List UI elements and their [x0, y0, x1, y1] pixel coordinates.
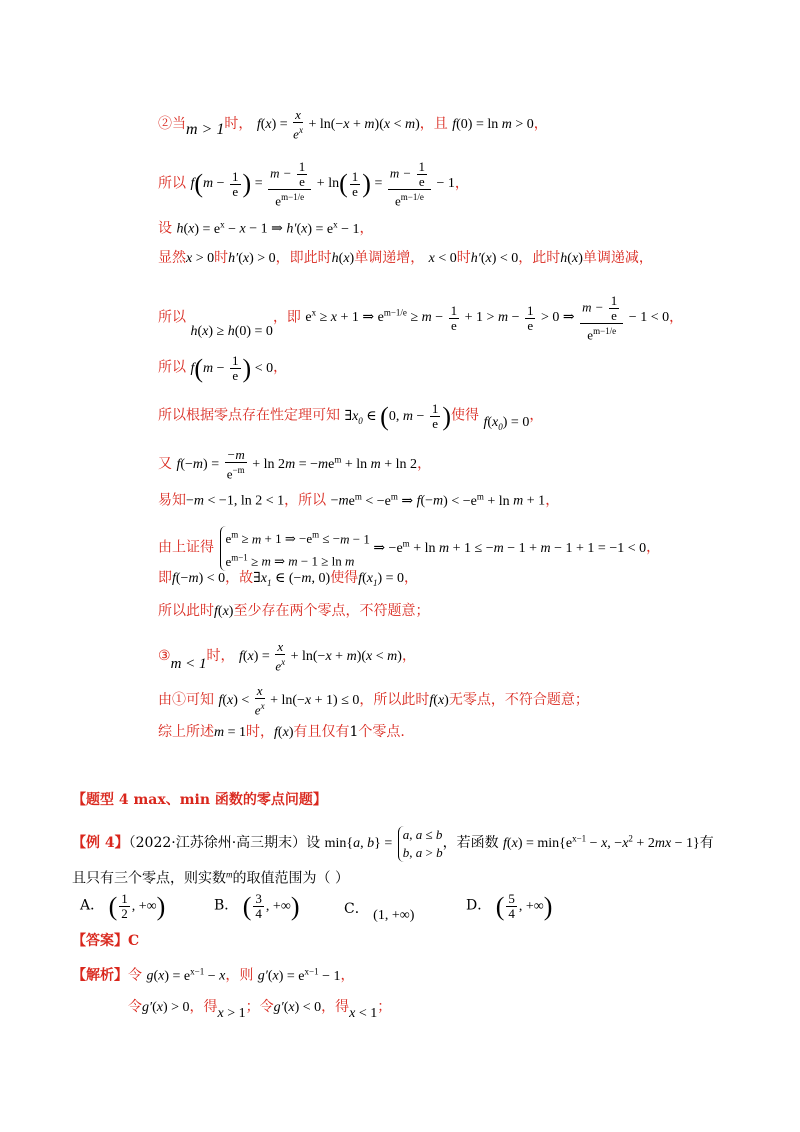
formula: f(x): [429, 692, 449, 708]
formula: h(x): [560, 251, 583, 266]
text: 所以根据零点存在性定理可知: [158, 407, 340, 424]
solution-line-6: [158, 354, 287, 383]
formula: x > 0: [186, 251, 215, 266]
text: 使得: [330, 570, 359, 586]
answer-value: C: [128, 933, 140, 949]
text: 又: [158, 455, 172, 472]
text: 至少存在两个零点，不符题意；: [233, 603, 430, 619]
text: ②当: [158, 115, 186, 132]
formula: min{a, b} = a, a ≤ b b, a > b: [324, 827, 443, 860]
text: ，: [454, 175, 469, 192]
text: 所以: [158, 359, 186, 376]
text: 时: [456, 250, 471, 266]
text: 单调递减，: [582, 250, 653, 266]
answer-line: [72, 931, 139, 951]
analysis-tag: 【解析】: [72, 967, 128, 984]
text: ，: [669, 309, 684, 326]
solution-line-9: [158, 486, 559, 512]
formula: $g(x) = e^{x-1} - x$: [146, 966, 226, 984]
text: ，此时: [518, 250, 561, 266]
solution-line-8: [158, 448, 431, 481]
text: 易知: [158, 492, 186, 509]
formula: h′(x) < 0: [470, 251, 519, 266]
solution-line-4: [158, 248, 653, 269]
text: ，即此时: [275, 250, 332, 266]
formula: x < 0: [428, 251, 457, 266]
formula: ( $\frac{1}{2}$ , +∞): [108, 891, 166, 921]
formula: ( $\frac{3}{4}$ , +∞): [242, 891, 300, 921]
text: ③: [158, 647, 171, 664]
text: ，: [401, 647, 416, 664]
analysis-line-2: [128, 997, 392, 1021]
formula: $f(x_1) = 0$: [358, 571, 405, 588]
formula: (1, +∞): [373, 908, 415, 923]
variable: m: [226, 869, 233, 879]
text: 无零点，不符合题意；: [448, 691, 589, 708]
solution-line-3: [158, 214, 374, 240]
formula: x > 1: [217, 1006, 246, 1021]
formula: f(x): [274, 725, 294, 740]
formula: h(x): [331, 251, 355, 266]
text: 综上所述: [158, 724, 214, 740]
formula: x < 1: [349, 1006, 378, 1021]
formula: ( $\frac{5}{4}$ , +∞): [495, 891, 553, 921]
text: 显然: [158, 250, 186, 266]
text: 时，: [224, 115, 253, 132]
option-d[interactable]: [466, 892, 552, 921]
solution-line-5: [158, 294, 683, 342]
option-label: C．: [344, 901, 369, 917]
text: ；: [377, 999, 392, 1015]
example-line-1: [72, 826, 714, 862]
text: 单调递增，: [354, 250, 425, 266]
formula: $f(x) = \min\{e^{x-1} - x$, $-x^2 + 2mx - 1$}: [503, 833, 700, 852]
formula: f(m − $\frac{1}{e}$ ) = m − $\frac{1}{e}$ $e^{m-1/e}$ + ln( $\frac{1}{e}$ ) = m − $\frac{1}{e}$ $e^{m-1/e}$ − 1: [190, 159, 455, 209]
condition: m < 1: [170, 655, 207, 672]
formula: f(m − $\frac{1}{e}$ ) < 0: [190, 353, 274, 383]
text: 时: [214, 250, 229, 266]
formula: g′(x) > 0: [142, 1000, 190, 1015]
formula: $g'(x) = e^{x-1} - 1$: [257, 966, 341, 984]
text: 令: [128, 999, 142, 1015]
formula: f(x) = $\frac{x}{e^x}$ + ln(−x + m)(x < m): [238, 639, 402, 674]
text: 由①可知: [158, 691, 214, 708]
formula: f(−m) = $\frac{-m}{e^{-m}}$ + $\ln 2m = -me^m + \ln m + \ln 2$: [176, 447, 418, 482]
formula: h(x) ≥ h(0) = 0: [190, 324, 273, 340]
text: ，: [417, 455, 432, 472]
text: 有且仅有: [293, 724, 350, 740]
solution-line-11: [158, 568, 418, 593]
section-title: 【题型 4 max、min 函数的零点问题】: [72, 792, 327, 808]
number: 1: [349, 724, 359, 740]
formula: f(x) = $\frac{x}{e^x}$ + ln(−x + m)(x < m): [256, 107, 420, 142]
option-a[interactable]: [80, 892, 165, 921]
text: 有: [699, 835, 714, 852]
text: ，: [340, 967, 355, 984]
text: ，若函数: [442, 835, 499, 852]
option-b[interactable]: [214, 892, 299, 921]
text: 个零点.: [358, 724, 405, 740]
text: ，即: [272, 309, 301, 326]
formula: f(x) < $\frac{x}{e^x}$ + ln(−x + 1) ≤ 0: [218, 683, 360, 718]
solution-line-1: [158, 108, 548, 141]
text: ，: [359, 220, 374, 237]
text: 时，: [246, 724, 275, 740]
text: ，且: [419, 115, 448, 132]
text: ，: [529, 407, 544, 424]
formula: f(x): [214, 604, 234, 619]
example-tag: 【例 4】: [72, 835, 129, 852]
text: 的取值范围为（ ）: [232, 870, 349, 887]
text: 所以: [158, 175, 186, 192]
example-line-2: [72, 864, 349, 890]
option-label: B．: [214, 897, 239, 914]
formula: m = 1: [214, 725, 247, 740]
text: ，: [533, 115, 548, 132]
formula: −m < −1, ln 2 < 1: [186, 493, 285, 509]
option-label: D．: [466, 897, 492, 914]
formula: g′(x) < 0: [273, 1000, 322, 1015]
solution-line-13: [158, 640, 416, 673]
text: 令: [128, 967, 142, 984]
analysis-line-1: [72, 961, 355, 987]
text: 且只有三个零点，则实数: [72, 870, 226, 887]
text: ，所以此时: [359, 691, 430, 708]
solution-line-10: [158, 526, 660, 571]
text: ，得: [189, 999, 218, 1015]
text: ，: [545, 492, 560, 509]
text: ，则: [225, 967, 254, 984]
formula: f(0) = ln m > 0: [452, 116, 534, 132]
text: ，: [646, 539, 661, 556]
text: 设: [158, 220, 172, 237]
text: ，: [273, 359, 288, 376]
solution-line-2: [158, 160, 469, 208]
formula: $-me^m < -e^m$ ⇒ $f(-m) < -e^m + \ln m + 1$: [330, 491, 546, 509]
formula: $f(x_0) = 0$: [483, 414, 530, 432]
solution-line-14: [158, 684, 589, 717]
text: 时，: [206, 647, 235, 664]
text: ，故: [225, 570, 254, 586]
text: ，: [404, 570, 419, 586]
formula: $e^m \ge m + 1$ ⇒ $-e^m \le -m - 1$ $e^{m-1} \ge m$ ⇒ m − 1 ≥ ln m ⇒ $-e^m + \ln m + 1 \le -m - 1 + m - 1 + 1 = -1 < 0$: [218, 541, 646, 556]
text: ；令: [245, 999, 274, 1015]
text: 所以此时: [158, 603, 214, 619]
formula: $\exists x_0$ ∈ (0, m − $\frac{1}{e}$ ): [344, 401, 452, 431]
formula: h′(x) > 0: [228, 251, 276, 266]
example-source: （2022·江苏徐州·高三期末）设: [128, 835, 321, 852]
text: ，得: [321, 999, 350, 1015]
option-c[interactable]: [344, 898, 415, 923]
text: 即: [158, 570, 172, 586]
option-label: A．: [80, 897, 105, 914]
text: 所以: [158, 309, 186, 326]
solution-line-7: [158, 402, 543, 431]
formula: $h(x) = e^x - x - 1$ ⇒ $h'(x) = e^x - 1$: [176, 219, 360, 237]
text: ，所以: [284, 492, 327, 509]
solution-line-12: [158, 601, 429, 622]
formula: $e^x \ge x + 1$ ⇒ $e^{m-1/e} \ge m$ − $\frac{1}{e}$ + 1 > m − $\frac{1}{e}$ > 0 ⇒ m − $\frac{1}{e}$ $e^{m-1/e}$ − 1 < 0: [305, 293, 670, 343]
formula: f(−m) < 0: [172, 571, 226, 586]
condition: m > 1: [186, 120, 225, 138]
answer-tag: 【答案】: [72, 933, 128, 949]
formula: $\exists x_1$ ∈ (−m, 0): [253, 571, 331, 588]
solution-line-15: [158, 722, 405, 743]
text: 由上证得: [158, 539, 214, 556]
text: 使得: [451, 407, 480, 424]
